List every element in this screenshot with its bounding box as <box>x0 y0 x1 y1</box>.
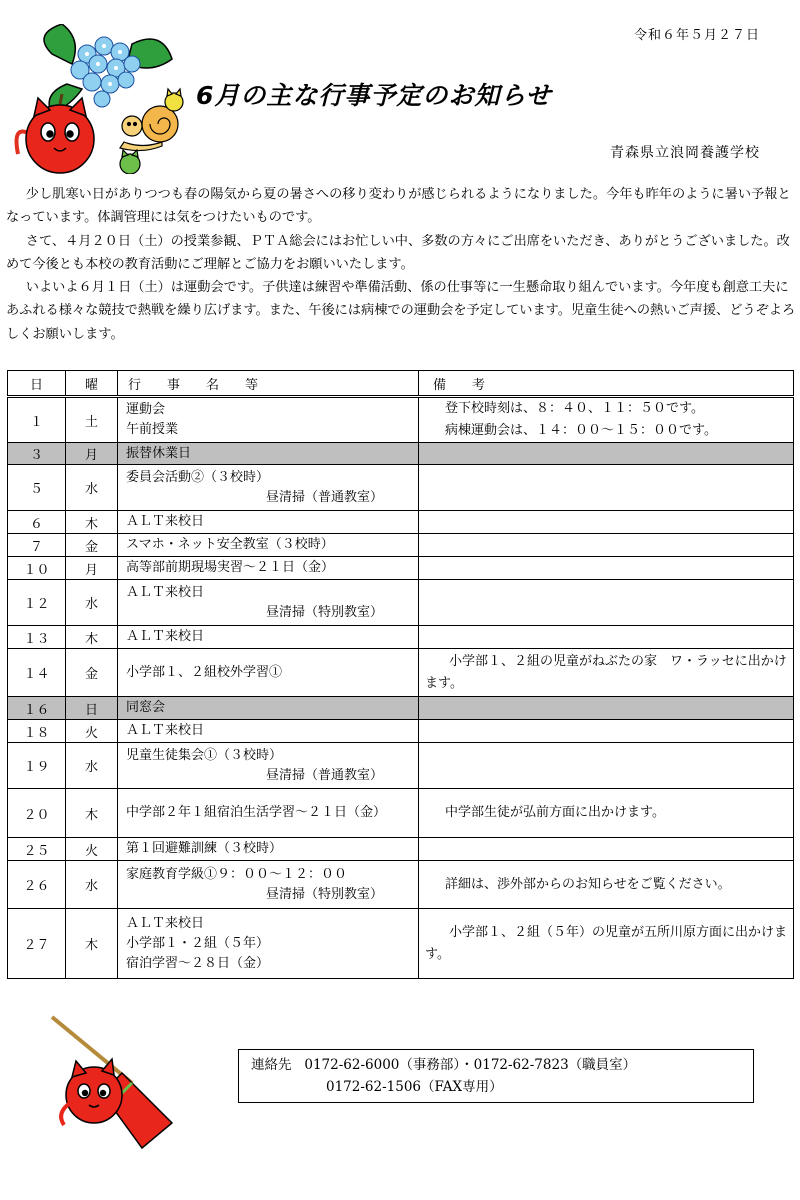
table-row <box>8 443 794 465</box>
cell-weekday: 土 <box>66 397 118 443</box>
cell-note <box>419 838 794 861</box>
table-row <box>8 465 794 511</box>
cell-event <box>118 557 419 580</box>
cell-day: １４ <box>8 649 66 697</box>
table-row <box>8 720 794 743</box>
school-name: 青森県立浪岡養護学校 <box>610 145 760 161</box>
cell-note <box>419 557 794 580</box>
event-line: 小学部１・２組（５年） <box>126 935 270 951</box>
intro-paragraph: いよいよ６月１日（土）は運動会です。子供達は練習や準備活動、係の仕事等に一生懸命取り組んでいます。今年度も創意工夫にあふれる様々な競技で熱戦を繰り広げます。また、午後には病棟での運動会を予定しています。児童生徒への熱いご声援、どうぞよろしくお願いします。 <box>6 280 796 342</box>
event-line: 昼清掃（特別教室） <box>266 604 384 620</box>
cell-day: １３ <box>8 626 66 649</box>
cell-event <box>118 443 419 465</box>
note-line: 小学部１、２組の児童がねぶたの家 ワ・ラッセに出かけます。 <box>425 653 787 691</box>
event-line: 第１回避難訓練（３校時） <box>126 841 283 856</box>
cell-note <box>419 626 794 649</box>
contact-box <box>238 1049 754 1103</box>
mascot-broom-illustration <box>42 1013 182 1153</box>
contact-label: 連絡先 <box>251 1057 292 1073</box>
note-line: 詳細は、渉外部からのお知らせをご覧ください。 <box>445 876 731 892</box>
cell-note <box>419 789 794 838</box>
event-line: ＡＬＴ来校日 <box>126 584 205 600</box>
table-row <box>8 697 794 720</box>
event-line: 昼清掃（普通教室） <box>266 489 384 505</box>
cell-event <box>118 511 419 534</box>
cell-day: ７ <box>8 534 66 557</box>
cell-day: １ <box>8 397 66 443</box>
cell-event <box>118 697 419 720</box>
intro-paragraph: 少し肌寒い日がありつつも春の陽気から夏の暑さへの移り変わりが感じられるようになりました。今年も昨年のように暑い予報となっています。体調管理には気をつけたいものです。 <box>6 187 791 226</box>
event-line: 昼清掃（普通教室） <box>266 767 384 783</box>
event-line: スマホ・ネット安全教室（３校時） <box>126 537 334 552</box>
event-line: ＡＬＴ来校日 <box>126 514 205 529</box>
cell-day: ２０ <box>8 789 66 838</box>
cell-note <box>419 649 794 697</box>
event-line: 同窓会 <box>126 700 166 715</box>
cell-event <box>118 743 419 789</box>
event-line: ＡＬＴ来校日 <box>126 629 205 644</box>
cell-event <box>118 580 419 626</box>
cell-day: １９ <box>8 743 66 789</box>
cell-note <box>419 580 794 626</box>
note-line: 小学部１、２組（５年）の児童が五所川原方面に出かけます。 <box>425 924 788 962</box>
cell-day: １８ <box>8 720 66 743</box>
issue-date: 令和６年５月２７日 <box>633 28 760 43</box>
cell-event <box>118 626 419 649</box>
note-line: 中学部生徒が弘前方面に出かけます。 <box>445 805 665 820</box>
events-table <box>7 370 794 979</box>
cell-day: １２ <box>8 580 66 626</box>
cell-day: １６ <box>8 697 66 720</box>
events-table-body <box>8 397 794 979</box>
table-row <box>8 861 794 909</box>
table-row <box>8 909 794 979</box>
cell-day: ２７ <box>8 909 66 979</box>
note-line: 病棟運動会は、１４：００〜１５：００です。 <box>445 423 717 438</box>
cell-event <box>118 534 419 557</box>
event-line: 家庭教育学級①９：００〜１２：００ <box>126 866 348 882</box>
cell-weekday: 火 <box>66 838 118 861</box>
header-event: 行 事 名 等 <box>118 371 419 397</box>
cell-event <box>118 397 419 443</box>
cell-weekday: 水 <box>66 465 118 511</box>
table-row <box>8 626 794 649</box>
table-row <box>8 397 794 443</box>
event-line: ＡＬＴ来校日 <box>126 915 205 931</box>
event-line: 午前授業 <box>126 422 179 437</box>
event-line: 昼清掃（特別教室） <box>266 886 384 902</box>
table-row <box>8 838 794 861</box>
contact-phones: 0172-62-6000（事務部）・0172-62-7823（職員室） <box>304 1057 637 1073</box>
page-title: 6月の主な行事予定のお知らせ <box>196 81 552 110</box>
contact-line-1 <box>251 1054 741 1076</box>
cell-event <box>118 789 419 838</box>
cell-event <box>118 465 419 511</box>
table-row <box>8 557 794 580</box>
cell-day: ５ <box>8 465 66 511</box>
cell-weekday: 火 <box>66 720 118 743</box>
contact-fax: 0172-62-1506（FAX専用） <box>326 1079 503 1095</box>
cell-weekday: 水 <box>66 580 118 626</box>
cell-weekday: 金 <box>66 534 118 557</box>
cell-weekday: 金 <box>66 649 118 697</box>
cell-weekday: 木 <box>66 789 118 838</box>
header-weekday: 曜 <box>66 371 118 397</box>
event-line: ＡＬＴ来校日 <box>126 723 205 738</box>
cell-note <box>419 743 794 789</box>
event-line: 運動会 <box>126 402 166 417</box>
cell-event <box>118 838 419 861</box>
table-row <box>8 743 794 789</box>
cell-note <box>419 534 794 557</box>
cell-note <box>419 465 794 511</box>
table-row <box>8 649 794 697</box>
cell-note <box>419 697 794 720</box>
event-line: 振替休業日 <box>126 445 192 461</box>
intro-paragraph: さて、４月２０日（土）の授業参観、ＰＴＡ総会にはお忙しい中、多数の方々にご出席をいただき、ありがとうございました。改めて今後とも本校の教育活動にご理解とご協力をお願いいたします。 <box>6 233 790 272</box>
cell-weekday: 木 <box>66 511 118 534</box>
cell-note <box>419 443 794 465</box>
cell-note <box>419 861 794 909</box>
cell-note <box>419 397 794 443</box>
cell-event <box>118 861 419 909</box>
cell-day: ３ <box>8 443 66 465</box>
cell-day: ２５ <box>8 838 66 861</box>
cell-weekday: 月 <box>66 443 118 465</box>
cell-day: １０ <box>8 557 66 580</box>
event-line: 中学部２年１組宿泊生活学習〜２１日（金） <box>126 805 387 820</box>
cell-note <box>419 720 794 743</box>
cell-weekday: 水 <box>66 861 118 909</box>
cell-event <box>118 909 419 979</box>
table-header-row <box>8 371 794 397</box>
cell-day: ６ <box>8 511 66 534</box>
intro-text <box>6 183 796 346</box>
cell-note <box>419 511 794 534</box>
cell-weekday: 木 <box>66 909 118 979</box>
event-line: 児童生徒集会①（３校時） <box>126 747 283 763</box>
cell-event <box>118 649 419 697</box>
cell-day: ２６ <box>8 861 66 909</box>
cell-event <box>118 720 419 743</box>
event-line: 委員会活動②（３校時） <box>126 469 270 485</box>
event-line: 高等部前期現場実習〜２１日（金） <box>126 560 335 575</box>
cell-note <box>419 909 794 979</box>
table-row <box>8 511 794 534</box>
header-note: 備 考 <box>419 371 794 397</box>
cell-weekday: 月 <box>66 557 118 580</box>
note-line: 登下校時刻は、８：４０、１１：５０です。 <box>445 401 704 416</box>
mascot-hydrangea-illustration <box>12 24 192 174</box>
header-day: 日 <box>8 371 66 397</box>
table-row <box>8 789 794 838</box>
table-row <box>8 534 794 557</box>
table-row <box>8 580 794 626</box>
cell-weekday: 水 <box>66 743 118 789</box>
cell-weekday: 日 <box>66 697 118 720</box>
event-line: 小学部１、２組校外学習① <box>126 664 283 680</box>
event-line: 宿泊学習〜２８日（金） <box>126 955 270 971</box>
cell-weekday: 木 <box>66 626 118 649</box>
